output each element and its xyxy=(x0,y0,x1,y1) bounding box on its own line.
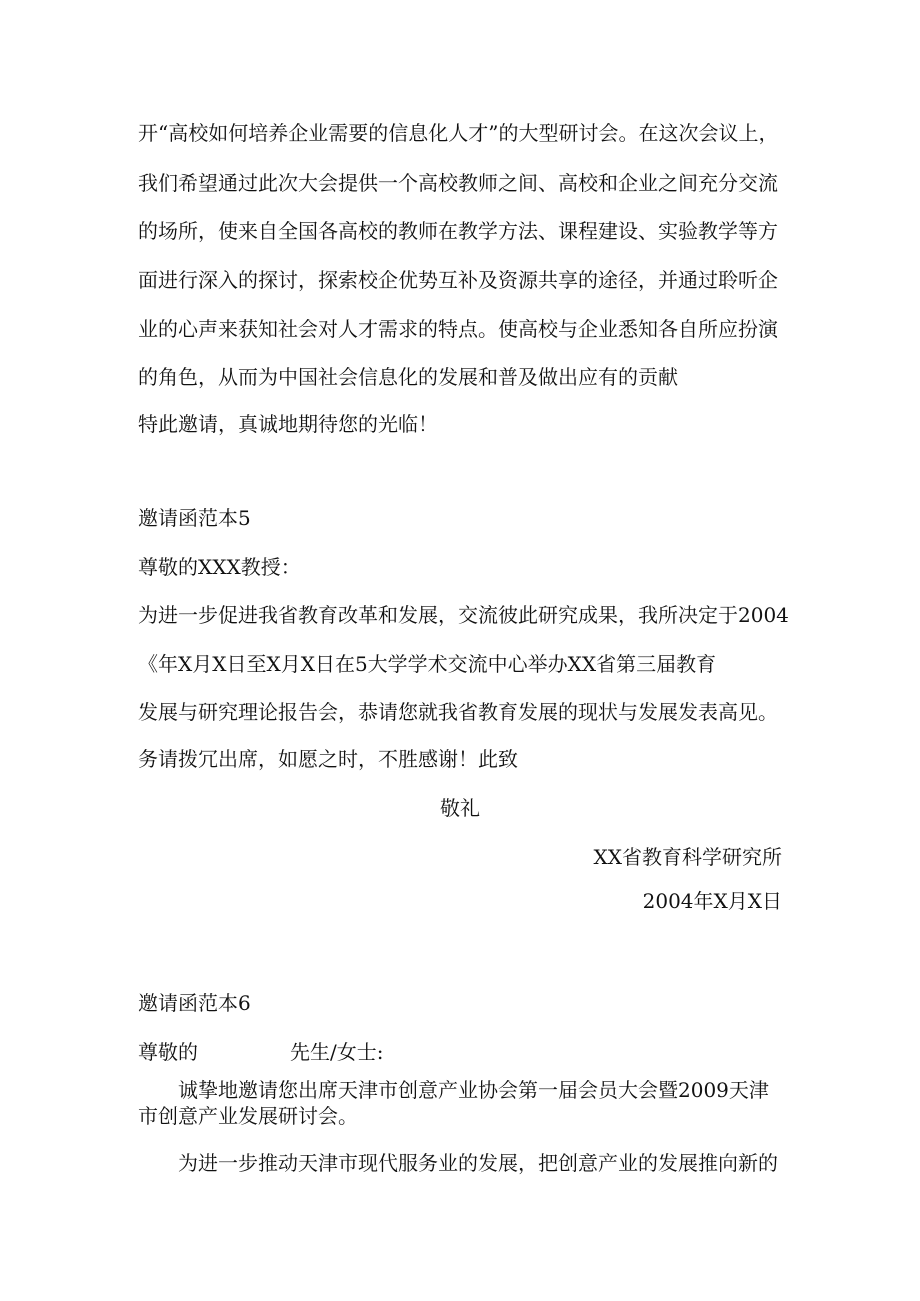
body-line: 的场所，使来自全国各高校的教师在教学方法、课程建设、实验教学等方 xyxy=(138,219,778,243)
salutation-prefix: 尊敬的 xyxy=(138,1040,198,1064)
salutation xyxy=(138,1040,383,1064)
body-line: 面进行深入的探讨，探索校企优势互补及资源共享的途径，并通过聆听企 xyxy=(138,268,778,292)
closing: 敬礼 xyxy=(440,796,480,820)
date: 2004年X月X日 xyxy=(642,889,782,913)
heading-text: 邀请函范本 xyxy=(138,506,238,530)
body-line: 《年X月X日至X月X日在5大学学术交流中心举办XX省第三届教育 xyxy=(138,652,717,676)
salutation: 尊敬的XXX教授： xyxy=(138,555,301,579)
body-line: 发展与研究理论报告会，恭请您就我省教育发展的现状与发展发表高见。 xyxy=(138,700,778,724)
body-line: 特此邀请，真诚地期待您的光临！ xyxy=(138,412,438,436)
body-line: 市创意产业发展研讨会。 xyxy=(138,1104,358,1128)
body-line: 诚挚地邀请您出席天津市创意产业协会第一届会员大会暨2009天津 xyxy=(178,1078,769,1102)
salutation-suffix: 先生/女士: xyxy=(290,1040,384,1064)
body-line: 务请拨冗出席，如愿之时，不胜感谢！此致 xyxy=(138,747,518,771)
section-heading xyxy=(138,506,251,530)
body-line: 的角色，从而为中国社会信息化的发展和普及做出应有的贡献 xyxy=(138,365,678,389)
body-line: 业的心声来获知社会对人才需求的特点。使高校与企业悉知各自所应扮演 xyxy=(138,317,778,341)
section-heading xyxy=(138,991,251,1015)
signature: XX省教育科学研究所 xyxy=(593,845,782,869)
heading-text: 邀请函范本 xyxy=(138,991,238,1015)
heading-number: 6 xyxy=(238,991,251,1015)
body-line: 开“高校如何培养企业需要的信息化人才”的大型研讨会。在这次会议上， xyxy=(138,121,779,145)
body-line: 我们希望通过此次大会提供一个高校教师之间、高校和企业之间充分交流 xyxy=(138,171,778,195)
body-line: 为进一步推动天津市现代服务业的发展，把创意产业的发展推向新的 xyxy=(178,1151,778,1175)
heading-number: 5 xyxy=(238,506,251,530)
body-line: 为进一步促进我省教育改革和发展，交流彼此研究成果，我所决定于2004 xyxy=(138,603,789,627)
